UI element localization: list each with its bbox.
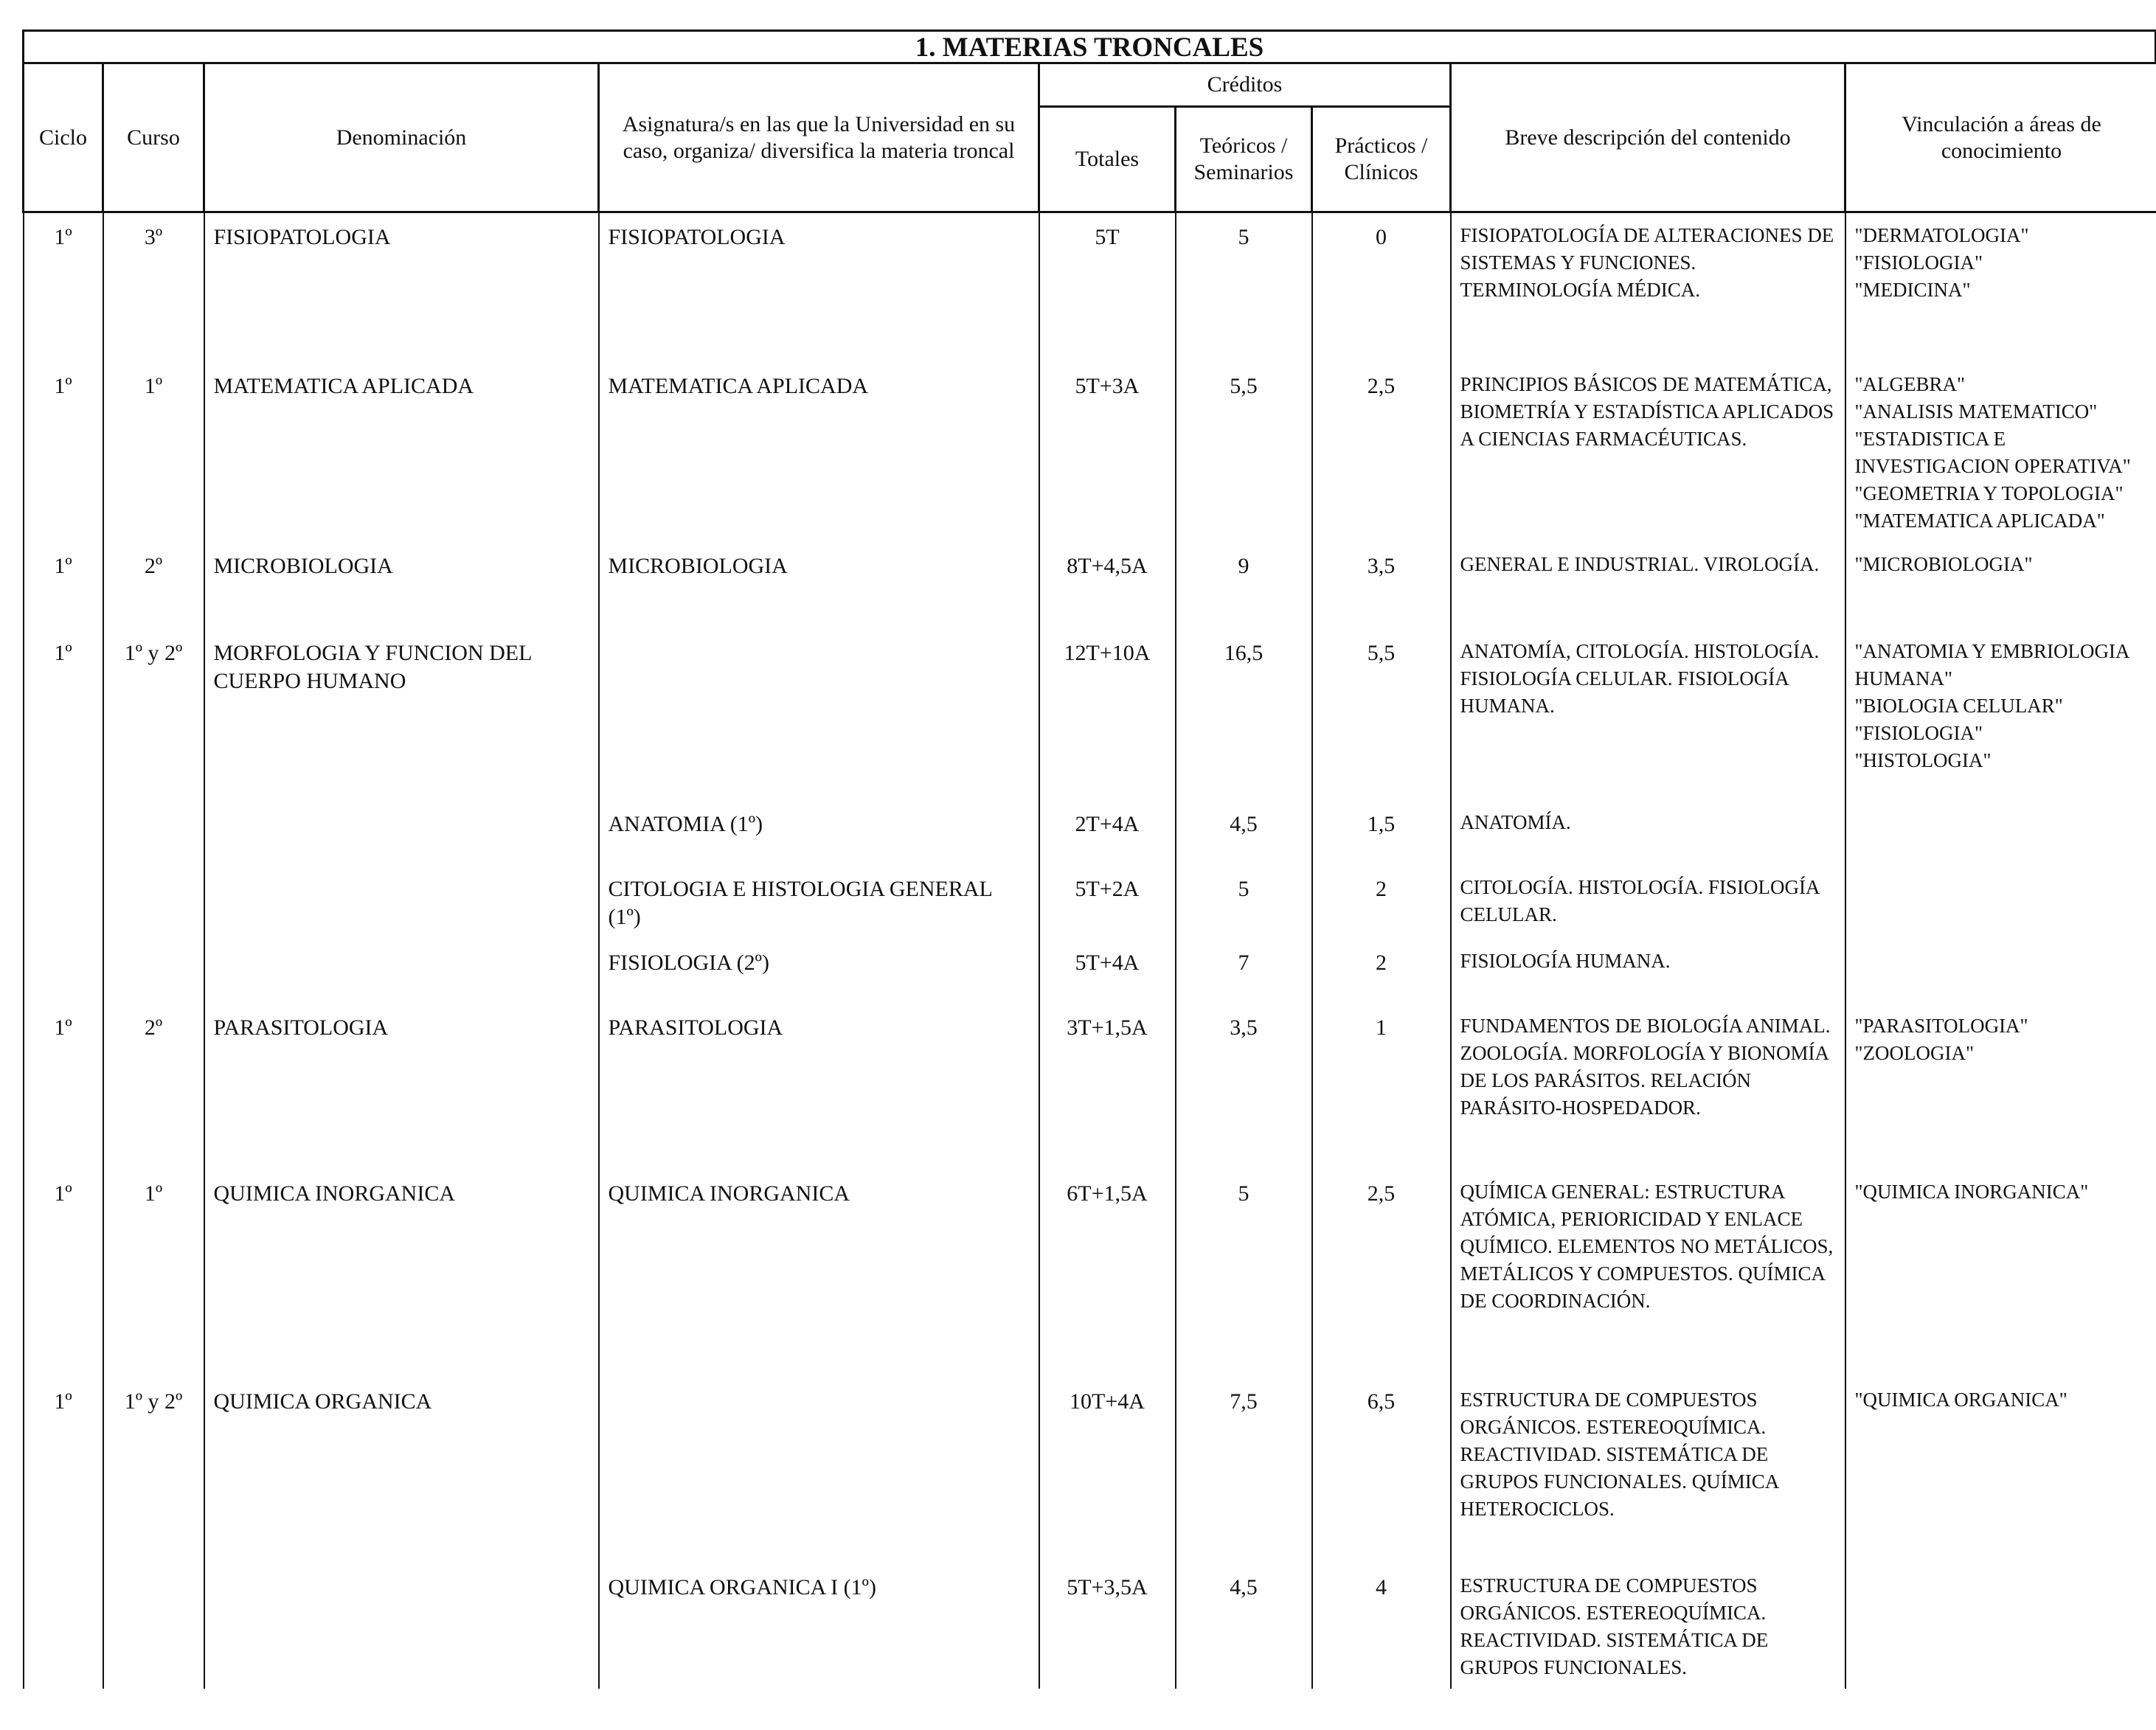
header-ciclo: Ciclo <box>24 63 103 212</box>
cell-vinculacion <box>1845 939 2156 1004</box>
cell-ciclo <box>24 800 103 865</box>
cell-denominacion <box>204 865 599 939</box>
cell-teoricos: 9 <box>1176 542 1312 629</box>
cell-ciclo: 1º <box>24 542 103 629</box>
table-row <box>24 1170 2156 1378</box>
cell-asignatura <box>599 1378 1039 1563</box>
cell-denominacion: MATEMATICA APLICADA <box>204 362 599 542</box>
cell-curso: 1º <box>103 362 204 542</box>
table-row <box>24 542 2156 629</box>
cell-practicos: 1 <box>1312 1004 1451 1170</box>
cell-vinculacion <box>1845 1563 2156 1689</box>
cell-vinculacion: "QUIMICA INORGANICA" <box>1845 1170 2156 1378</box>
cell-asignatura: CITOLOGIA E HISTOLOGIA GENERAL (1º) <box>599 865 1039 939</box>
cell-totales: 2T+4A <box>1039 800 1176 865</box>
cell-totales: 3T+1,5A <box>1039 1004 1176 1170</box>
cell-practicos: 3,5 <box>1312 542 1451 629</box>
cell-teoricos: 5 <box>1176 1170 1312 1378</box>
cell-asignatura: QUIMICA ORGANICA I (1º) <box>599 1563 1039 1689</box>
cell-denominacion: MICROBIOLOGIA <box>204 542 599 629</box>
cell-ciclo: 1º <box>24 362 103 542</box>
table-row <box>24 939 2156 1004</box>
table-row <box>24 212 2156 362</box>
cell-vinculacion: "DERMATOLOGIA" "FISIOLOGIA" "MEDICINA" <box>1845 212 2156 362</box>
cell-practicos: 5,5 <box>1312 629 1451 800</box>
document-page <box>22 29 2156 1730</box>
cell-ciclo: 1º <box>24 1378 103 1563</box>
cell-totales: 5T <box>1039 212 1176 362</box>
cell-denominacion <box>204 800 599 865</box>
cell-practicos: 2,5 <box>1312 362 1451 542</box>
header-creditos: Créditos <box>1039 63 1451 107</box>
header-denominacion: Denominación <box>204 63 599 212</box>
cell-denominacion: MORFOLOGIA Y FUNCION DEL CUERPO HUMANO <box>204 629 599 800</box>
cell-teoricos: 7,5 <box>1176 1378 1312 1563</box>
cell-totales: 10T+4A <box>1039 1378 1176 1563</box>
cell-curso: 3º <box>103 212 204 362</box>
cell-asignatura <box>599 629 1039 800</box>
header-curso: Curso <box>103 63 204 212</box>
header-descripcion: Breve descripción del contenido <box>1451 63 1845 212</box>
cell-teoricos: 5 <box>1176 212 1312 362</box>
cell-descripcion: ESTRUCTURA DE COMPUESTOS ORGÁNICOS. ESTEREOQUÍMICA. REACTIVIDAD. SISTEMÁTICA DE GRUPOS FUNCIONALES. <box>1451 1563 1845 1689</box>
cell-practicos: 1,5 <box>1312 800 1451 865</box>
cell-vinculacion <box>1845 865 2156 939</box>
cell-practicos: 0 <box>1312 212 1451 362</box>
table-title: 1. MATERIAS TRONCALES <box>22 29 2156 64</box>
cell-practicos: 4 <box>1312 1563 1451 1689</box>
cell-curso <box>103 939 204 1004</box>
cell-teoricos: 7 <box>1176 939 1312 1004</box>
cell-totales: 5T+3,5A <box>1039 1563 1176 1689</box>
cell-vinculacion <box>1845 800 2156 865</box>
cell-ciclo <box>24 939 103 1004</box>
cell-descripcion: ANATOMÍA. <box>1451 800 1845 865</box>
header-teoricos: Teóricos / Seminarios <box>1176 107 1312 212</box>
cell-teoricos: 5,5 <box>1176 362 1312 542</box>
cell-descripcion: CITOLOGÍA. HISTOLOGÍA. FISIOLOGÍA CELULAR. <box>1451 865 1845 939</box>
table-row <box>24 800 2156 865</box>
cell-curso: 1º <box>103 1170 204 1378</box>
cell-curso <box>103 1563 204 1689</box>
cell-descripcion: PRINCIPIOS BÁSICOS DE MATEMÁTICA, BIOMETRÍA Y ESTADÍSTICA APLICADOS A CIENCIAS FARMACÉUTICAS. <box>1451 362 1845 542</box>
cell-vinculacion: "PARASITOLOGIA" "ZOOLOGIA" <box>1845 1004 2156 1170</box>
cell-totales: 5T+3A <box>1039 362 1176 542</box>
cell-asignatura: FISIOLOGIA (2º) <box>599 939 1039 1004</box>
cell-curso <box>103 800 204 865</box>
cell-descripcion: FISIOPATOLOGÍA DE ALTERACIONES DE SISTEMAS Y FUNCIONES. TERMINOLOGÍA MÉDICA. <box>1451 212 1845 362</box>
cell-denominacion: QUIMICA ORGANICA <box>204 1378 599 1563</box>
table-row <box>24 1378 2156 1563</box>
cell-asignatura: ANATOMIA (1º) <box>599 800 1039 865</box>
cell-totales: 8T+4,5A <box>1039 542 1176 629</box>
cell-ciclo <box>24 865 103 939</box>
cell-totales: 5T+2A <box>1039 865 1176 939</box>
header-vinculacion: Vinculación a áreas de conocimiento <box>1845 63 2156 212</box>
cell-curso: 2º <box>103 542 204 629</box>
troncales-table <box>22 62 2156 1689</box>
table-row <box>24 362 2156 542</box>
cell-asignatura: MATEMATICA APLICADA <box>599 362 1039 542</box>
cell-asignatura: PARASITOLOGIA <box>599 1004 1039 1170</box>
cell-denominacion: QUIMICA INORGANICA <box>204 1170 599 1378</box>
cell-vinculacion: "ALGEBRA" "ANALISIS MATEMATICO" "ESTADISTICA E INVESTIGACION OPERATIVA" "GEOMETRIA Y TOPOLOGIA" "MATEMATICA APLICADA" <box>1845 362 2156 542</box>
table-row <box>24 865 2156 939</box>
table-body <box>24 212 2156 1689</box>
cell-ciclo: 1º <box>24 1004 103 1170</box>
header-practicos: Prácticos / Clínicos <box>1312 107 1451 212</box>
cell-curso: 1º y 2º <box>103 1378 204 1563</box>
table-row <box>24 629 2156 800</box>
cell-teoricos: 5 <box>1176 865 1312 939</box>
cell-practicos: 2 <box>1312 939 1451 1004</box>
cell-vinculacion: "QUIMICA ORGANICA" <box>1845 1378 2156 1563</box>
cell-asignatura: QUIMICA INORGANICA <box>599 1170 1039 1378</box>
cell-ciclo: 1º <box>24 629 103 800</box>
header-asignatura: Asignatura/s en las que la Universidad en su caso, organiza/ diversifica la materia troncal <box>599 63 1039 212</box>
table-row <box>24 1004 2156 1170</box>
cell-ciclo: 1º <box>24 1170 103 1378</box>
cell-descripcion: FISIOLOGÍA HUMANA. <box>1451 939 1845 1004</box>
cell-ciclo: 1º <box>24 212 103 362</box>
cell-descripcion: ANATOMÍA, CITOLOGÍA. HISTOLOGÍA. FISIOLOGÍA CELULAR. FISIOLOGÍA HUMANA. <box>1451 629 1845 800</box>
cell-teoricos: 4,5 <box>1176 800 1312 865</box>
cell-vinculacion: "ANATOMIA Y EMBRIOLOGIA HUMANA" "BIOLOGIA CELULAR" "FISIOLOGIA" "HISTOLOGIA" <box>1845 629 2156 800</box>
cell-ciclo <box>24 1563 103 1689</box>
cell-curso: 2º <box>103 1004 204 1170</box>
cell-teoricos: 4,5 <box>1176 1563 1312 1689</box>
cell-totales: 12T+10A <box>1039 629 1176 800</box>
cell-denominacion <box>204 1563 599 1689</box>
cell-totales: 6T+1,5A <box>1039 1170 1176 1378</box>
cell-asignatura: FISIOPATOLOGIA <box>599 212 1039 362</box>
cell-descripcion: QUÍMICA GENERAL: ESTRUCTURA ATÓMICA, PERIORICIDAD Y ENLACE QUÍMICO. ELEMENTOS NO METÁLICOS, METÁLICOS Y COMPUESTOS. QUÍMICA DE COORDINACIÓN. <box>1451 1170 1845 1378</box>
cell-curso: 1º y 2º <box>103 629 204 800</box>
cell-descripcion: GENERAL E INDUSTRIAL. VIROLOGÍA. <box>1451 542 1845 629</box>
cell-descripcion: ESTRUCTURA DE COMPUESTOS ORGÁNICOS. ESTEREOQUÍMICA. REACTIVIDAD. SISTEMÁTICA DE GRUPOS FUNCIONALES. QUÍMICA HETEROCICLOS. <box>1451 1378 1845 1563</box>
cell-descripcion: FUNDAMENTOS DE BIOLOGÍA ANIMAL. ZOOLOGÍA. MORFOLOGÍA Y BIONOMÍA DE LOS PARÁSITOS. RELACIÓN PARÁSITO-HOSPEDADOR. <box>1451 1004 1845 1170</box>
cell-practicos: 2 <box>1312 865 1451 939</box>
cell-totales: 5T+4A <box>1039 939 1176 1004</box>
header-totales: Totales <box>1039 107 1176 212</box>
cell-denominacion <box>204 939 599 1004</box>
table-row <box>24 1563 2156 1689</box>
cell-curso <box>103 865 204 939</box>
cell-teoricos: 3,5 <box>1176 1004 1312 1170</box>
cell-vinculacion: "MICROBIOLOGIA" <box>1845 542 2156 629</box>
cell-denominacion: FISIOPATOLOGIA <box>204 212 599 362</box>
cell-asignatura: MICROBIOLOGIA <box>599 542 1039 629</box>
cell-denominacion: PARASITOLOGIA <box>204 1004 599 1170</box>
cell-practicos: 2,5 <box>1312 1170 1451 1378</box>
cell-practicos: 6,5 <box>1312 1378 1451 1563</box>
cell-teoricos: 16,5 <box>1176 629 1312 800</box>
